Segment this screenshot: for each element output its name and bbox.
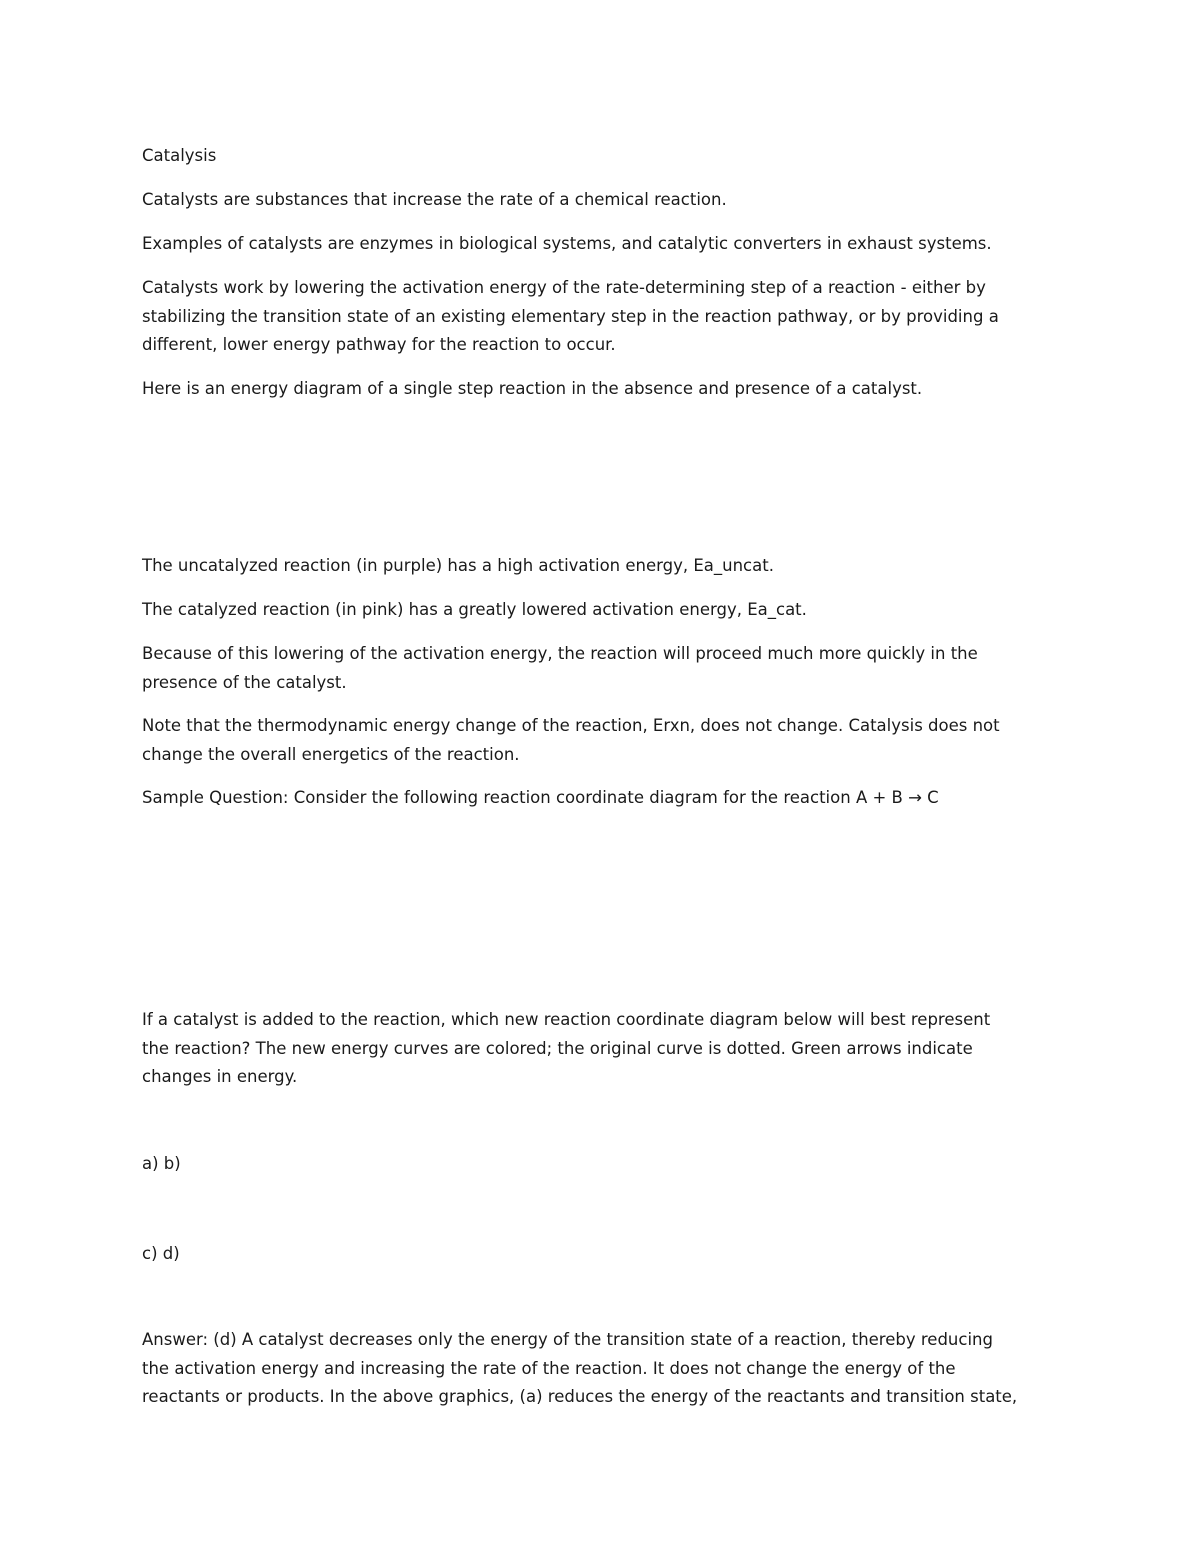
paragraph-line: Catalysts work by lowering the activation energy of the rate-determining step of a reaction - either by xyxy=(142,278,986,297)
paragraph-definition: Catalysts are substances that increase the rate of a chemical reaction. xyxy=(142,190,727,209)
paragraph-line: the activation energy and increasing the rate of the reaction. It does not change the energy of the xyxy=(142,1358,956,1378)
paragraph-thermodynamics xyxy=(142,712,1062,769)
options-c-d: c) d) xyxy=(142,1244,180,1263)
answer-paragraph xyxy=(142,1326,1062,1412)
document-title: Catalysis xyxy=(142,146,217,165)
paragraph-examples: Examples of catalysts are enzymes in biological systems, and catalytic converters in exhaust systems. xyxy=(142,234,992,253)
paragraph-line: change the overall energetics of the reaction. xyxy=(142,744,520,764)
paragraph-catalyzed: The catalyzed reaction (in pink) has a greatly lowered activation energy, Ea_cat. xyxy=(142,600,807,619)
paragraph-line: Answer: (d) A catalyst decreases only the energy of the transition state of a reaction, thereby reducing xyxy=(142,1330,993,1349)
paragraph-lowering xyxy=(142,640,1062,697)
paragraph-line: the reaction? The new energy curves are colored; the original curve is dotted. Green arrows indicate xyxy=(142,1038,973,1058)
paragraph-line: stabilizing the transition state of an existing elementary step in the reaction pathway, or by providing a xyxy=(142,306,999,326)
paragraph-line: reactants or products. In the above graphics, (a) reduces the energy of the reactants and transition state, xyxy=(142,1387,1018,1406)
paragraph-line: Note that the thermodynamic energy change of the reaction, Erxn, does not change. Catalysis does not xyxy=(142,716,1000,735)
paragraph-line: Because of this lowering of the activation energy, the reaction will proceed much more quickly in the xyxy=(142,644,978,663)
paragraph-mechanism xyxy=(142,274,1062,360)
options-a-b: a) b) xyxy=(142,1154,181,1173)
paragraph-diagram-intro: Here is an energy diagram of a single step reaction in the absence and presence of a catalyst. xyxy=(142,379,923,398)
paragraph-line: presence of the catalyst. xyxy=(142,672,347,692)
paragraph-line: different, lower energy pathway for the reaction to occur. xyxy=(142,335,616,354)
question-prompt xyxy=(142,1006,1062,1092)
paragraph-uncatalyzed: The uncatalyzed reaction (in purple) has a high activation energy, Ea_uncat. xyxy=(142,556,774,575)
paragraph-line: changes in energy. xyxy=(142,1067,298,1086)
sample-question: Sample Question: Consider the following reaction coordinate diagram for the reaction A + B → C xyxy=(142,788,939,807)
paragraph-line: If a catalyst is added to the reaction, which new reaction coordinate diagram below will best represent xyxy=(142,1010,991,1029)
